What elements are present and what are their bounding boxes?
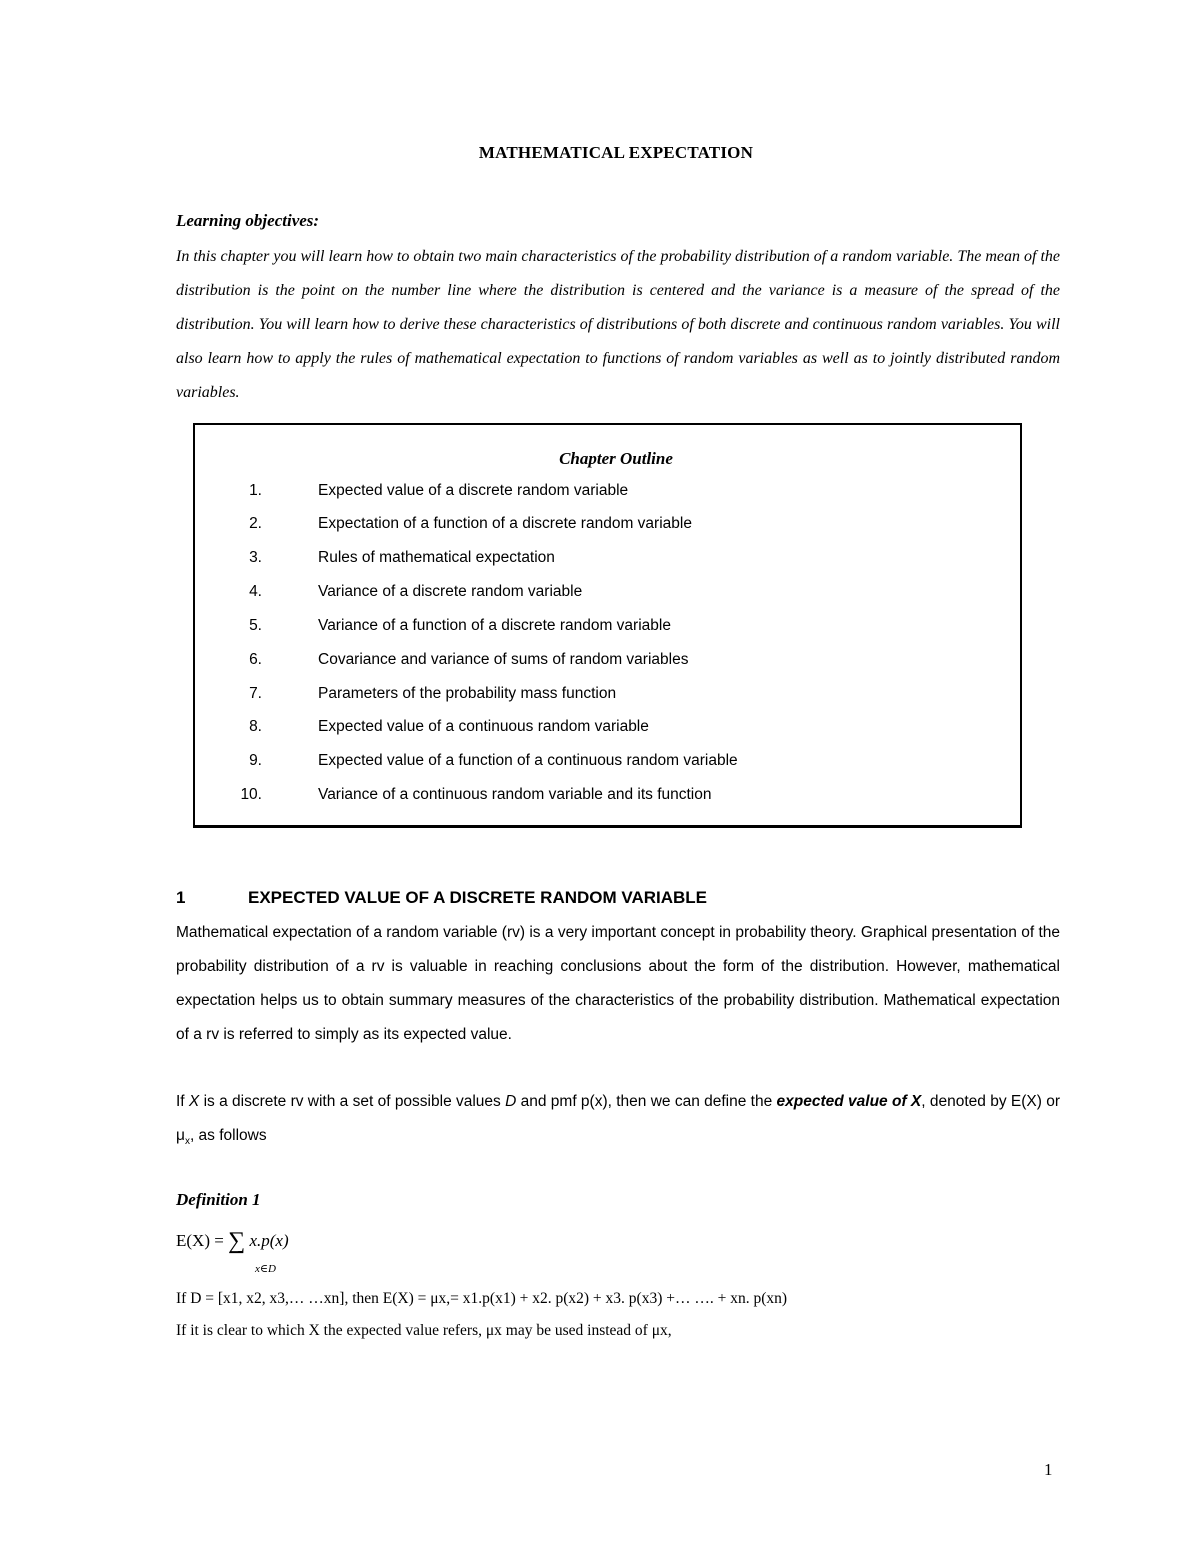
outline-item-text: Covariance and variance of sums of random variables [318, 651, 689, 668]
outline-item-text: Parameters of the probability mass function [318, 685, 617, 702]
section-title: EXPECTED VALUE OF A DISCRETE RANDOM VARIABLE [248, 888, 708, 907]
formula-lhs: E(X) = [176, 1231, 229, 1250]
outline-item-number: 9. [249, 752, 262, 769]
text-run: and pmf p(x), then we can define the [516, 1093, 777, 1110]
section-paragraph: Mathematical expectation of a random variable (rv) is a very important concept in probability theory. Graphical presentation of the probability distribution of a rv is valuable in reaching conclusions about the form of the distribution. However, mathematical expectation helps us to obtain summary measures of the characteristics of the probability distribution. Mathematical expectation of a rv is referred to simply as its expected value. [176, 924, 1060, 1043]
text-run: , denoted by E(X) or μ [176, 1093, 1060, 1144]
page-title: MATHEMATICAL EXPECTATION [478, 143, 754, 162]
summation-subscript: x∈D [255, 1263, 276, 1275]
outline-item-number: 3. [249, 549, 262, 566]
outline-item-text: Expectation of a function of a discrete random variable [318, 515, 692, 532]
expected-value-formula [176, 1228, 289, 1275]
outline-item-text: Expected value of a function of a continuous random variable [318, 752, 738, 769]
mu-subscript: x [184, 1136, 190, 1148]
outline-item-text: Expected value of a continuous random variable [318, 718, 649, 735]
outline-item-text: Expected value of a discrete random variable [318, 482, 629, 499]
expected-value-term: expected value of X [776, 1093, 922, 1110]
expected-value-expansion: If D = [x1, x2, x3,… …xn], then E(X) = μx,= x1.p(x1) + x2. p(x2) + x3. p(x3) +… …. + xn. p(xn) [176, 1290, 788, 1307]
outline-item-number: 8. [249, 718, 262, 735]
outline-item-text: Variance of a discrete random variable [318, 583, 583, 600]
page-number: 1 [1044, 1460, 1053, 1479]
outline-item-number: 1. [249, 482, 262, 499]
variable-x: X [188, 1093, 200, 1110]
outline-item-text: Variance of a function of a discrete random variable [318, 617, 671, 634]
outline-item-number: 10. [240, 786, 262, 803]
section-number: 1 [176, 888, 186, 907]
outline-item-number: 5. [249, 617, 262, 634]
variable-d: D [505, 1093, 517, 1110]
outline-item-number: 4. [249, 583, 262, 600]
outline-item-number: 6. [249, 651, 262, 668]
learning-objectives-heading: Learning objectives: [176, 211, 320, 230]
mu-notation-note: If it is clear to which X the expected value refers, μx may be used instead of μx, [176, 1322, 672, 1339]
learning-objectives-text: In this chapter you will learn how to obtain two main characteristics of the probability distribution of a random variable. The mean of the distribution is the point on the number line where the distribution is centered and the variance is a measure of the spread of the distribution. You will learn how to derive these characteristics of distributions of both discrete and continuous random variables. You will also learn how to apply the rules of mathematical expectation to functions of random variables as well as to jointly distributed random variables. [176, 248, 1060, 401]
text-run: , as follows [189, 1127, 267, 1144]
text-run: If [176, 1093, 189, 1110]
chapter-outline-title: Chapter Outline [559, 449, 673, 468]
text-run: is a discrete rv with a set of possible values [199, 1093, 506, 1110]
formula-expression: x.p(x) [249, 1231, 289, 1250]
definition-heading: Definition 1 [176, 1190, 261, 1209]
outline-item-number: 7. [249, 685, 262, 702]
outline-item-number: 2. [249, 515, 262, 532]
outline-item-text: Variance of a continuous random variable and its function [318, 786, 712, 803]
summation-symbol: ∑ [228, 1228, 246, 1254]
definition-intro-paragraph [176, 1085, 1060, 1159]
outline-item-text: Rules of mathematical expectation [318, 549, 555, 566]
